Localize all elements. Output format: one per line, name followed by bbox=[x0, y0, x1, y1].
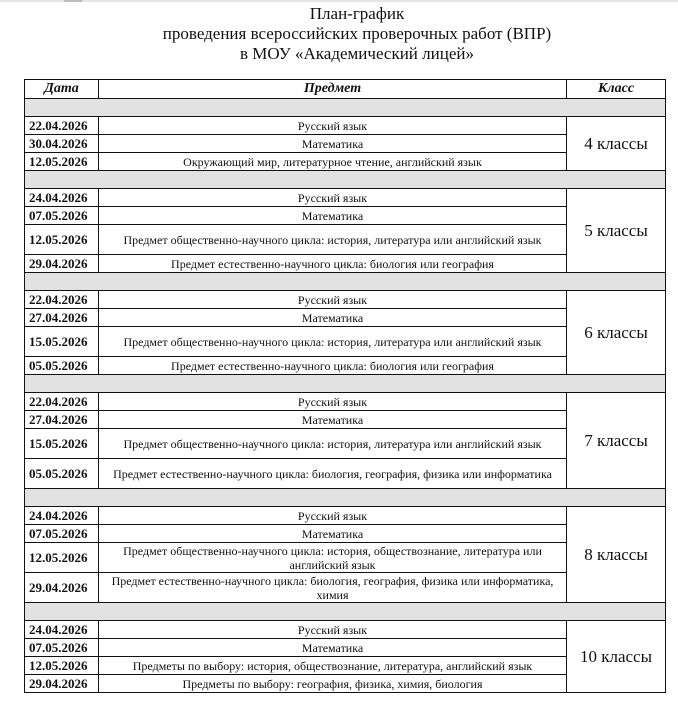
class-cell: 10 классы bbox=[567, 621, 666, 693]
date-cell: 29.04.2026 bbox=[25, 675, 99, 693]
table-row bbox=[25, 621, 666, 639]
subject-cell: Предмет общественно-научного цикла: история, литература или английский язык bbox=[99, 327, 567, 357]
date-cell: 15.05.2026 bbox=[25, 327, 99, 357]
subject-cell: Русский язык bbox=[99, 393, 567, 411]
subject-cell: Окружающий мир, литературное чтение, английский язык bbox=[99, 153, 567, 171]
table-row bbox=[25, 507, 666, 525]
class-cell: 4 классы bbox=[567, 117, 666, 171]
subject-cell: Предмет естественно-научного цикла: биология, география, физика или информатика, химия bbox=[99, 573, 567, 603]
separator-row bbox=[25, 99, 666, 117]
subject-cell: Математика bbox=[99, 309, 567, 327]
date-cell: 24.04.2026 bbox=[25, 507, 99, 525]
date-cell: 27.04.2026 bbox=[25, 309, 99, 327]
subject-cell: Русский язык bbox=[99, 117, 567, 135]
header-date: Дата bbox=[25, 80, 99, 99]
table-row bbox=[25, 189, 666, 207]
subject-cell: Предмет естественно-научного цикла: биология, география, физика или информатика bbox=[99, 459, 567, 489]
date-cell: 12.05.2026 bbox=[25, 543, 99, 573]
subject-cell: Предмет общественно-научного цикла: история, литература или английский язык bbox=[99, 429, 567, 459]
separator-row bbox=[25, 603, 666, 621]
date-cell: 24.04.2026 bbox=[25, 189, 99, 207]
document-title bbox=[0, 4, 678, 64]
subject-cell: Русский язык bbox=[99, 291, 567, 309]
subject-cell: Математика bbox=[99, 207, 567, 225]
date-cell: 05.05.2026 bbox=[25, 357, 99, 375]
subject-cell: Предмет естественно-научного цикла: биология или география bbox=[99, 357, 567, 375]
class-cell: 6 классы bbox=[567, 291, 666, 375]
date-cell: 24.04.2026 bbox=[25, 621, 99, 639]
subject-cell: Предмет общественно-научного цикла: история, литература или английский язык bbox=[99, 225, 567, 255]
date-cell: 07.05.2026 bbox=[25, 207, 99, 225]
date-cell: 05.05.2026 bbox=[25, 459, 99, 489]
date-cell: 22.04.2026 bbox=[25, 117, 99, 135]
subject-cell: Математика bbox=[99, 639, 567, 657]
date-cell: 22.04.2026 bbox=[25, 393, 99, 411]
separator-row bbox=[25, 489, 666, 507]
subject-cell: Предмет естественно-научного цикла: биология или география bbox=[99, 255, 567, 273]
date-cell: 12.05.2026 bbox=[25, 657, 99, 675]
header-row bbox=[25, 80, 666, 99]
class-cell: 7 классы bbox=[567, 393, 666, 489]
vpr-schedule-table bbox=[24, 79, 666, 693]
date-cell: 29.04.2026 bbox=[25, 573, 99, 603]
table-row bbox=[25, 291, 666, 309]
separator-row bbox=[25, 375, 666, 393]
date-cell: 15.05.2026 bbox=[25, 429, 99, 459]
table-row bbox=[25, 393, 666, 411]
date-cell: 07.05.2026 bbox=[25, 639, 99, 657]
subject-cell: Русский язык bbox=[99, 189, 567, 207]
separator-row bbox=[25, 171, 666, 189]
subject-cell: Математика bbox=[99, 135, 567, 153]
date-cell: 29.04.2026 bbox=[25, 255, 99, 273]
title-line-3: в МОУ «Академический лицей» bbox=[240, 44, 474, 63]
subject-cell: Русский язык bbox=[99, 621, 567, 639]
date-cell: 27.04.2026 bbox=[25, 411, 99, 429]
title-line-1: План-график bbox=[309, 4, 405, 23]
scroll-marker bbox=[64, 0, 82, 2]
subject-cell: Русский язык bbox=[99, 507, 567, 525]
subject-cell: Предмет общественно-научного цикла: история, обществознание, литература или английский язык bbox=[99, 543, 567, 573]
header-class: Класс bbox=[567, 80, 666, 99]
date-cell: 07.05.2026 bbox=[25, 525, 99, 543]
title-line-2: проведения всероссийских проверочных работ (ВПР) bbox=[162, 24, 552, 43]
date-cell: 22.04.2026 bbox=[25, 291, 99, 309]
table-row bbox=[25, 117, 666, 135]
subject-cell: Математика bbox=[99, 525, 567, 543]
date-cell: 30.04.2026 bbox=[25, 135, 99, 153]
subject-cell: Предметы по выбору: география, физика, химия, биология bbox=[99, 675, 567, 693]
subject-cell: Математика bbox=[99, 411, 567, 429]
separator-row bbox=[25, 273, 666, 291]
class-cell: 5 классы bbox=[567, 189, 666, 273]
header-subject: Предмет bbox=[99, 80, 567, 99]
date-cell: 12.05.2026 bbox=[25, 153, 99, 171]
window-top-edge bbox=[0, 0, 678, 2]
subject-cell: Предметы по выбору: история, обществознание, литература, английский язык bbox=[99, 657, 567, 675]
class-cell: 8 классы bbox=[567, 507, 666, 603]
date-cell: 12.05.2026 bbox=[25, 225, 99, 255]
